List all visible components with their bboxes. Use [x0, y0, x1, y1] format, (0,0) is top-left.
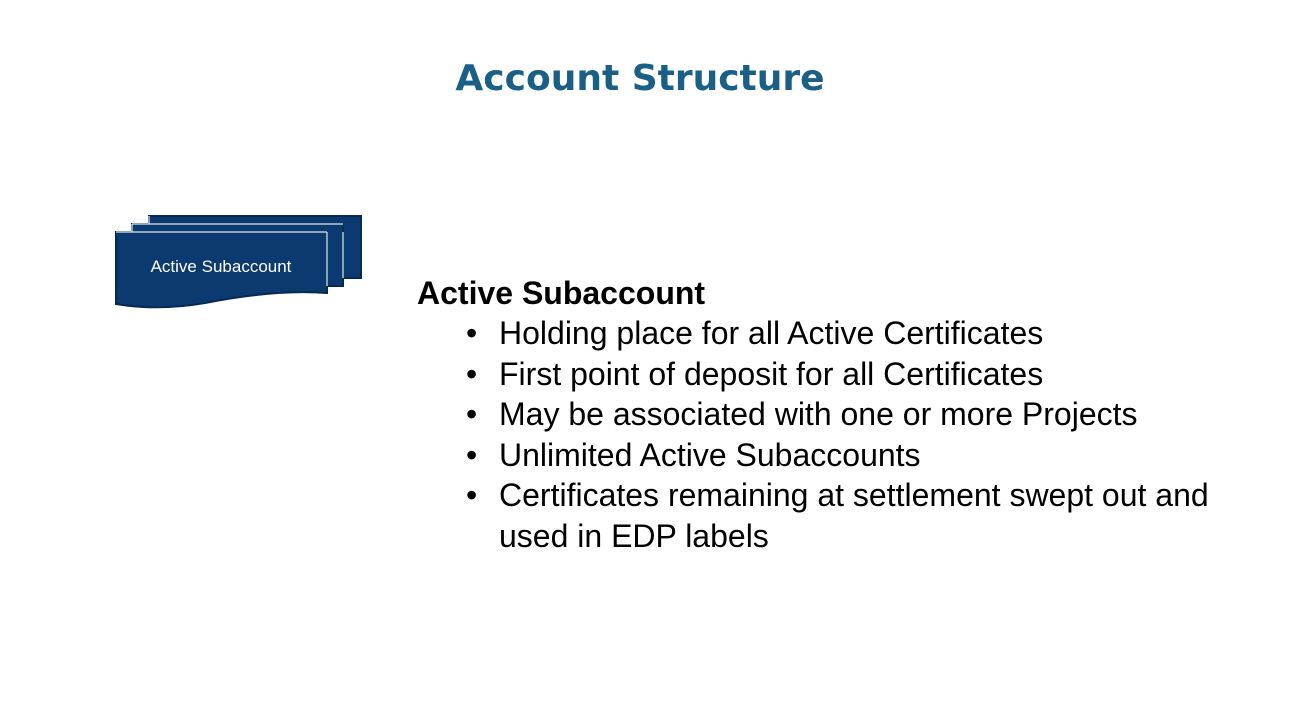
content-heading: Active Subaccount: [417, 275, 706, 311]
bullet-item: [417, 394, 1237, 435]
slide-title: Account Structure: [455, 58, 825, 99]
bullet-item: [417, 313, 1237, 354]
bullet-glyph: •: [466, 396, 478, 432]
bullet-glyph: •: [466, 315, 478, 351]
multidocument-label: Active Subaccount: [150, 257, 292, 276]
bullet-item: [417, 354, 1237, 395]
bullet-text: May be associated with one or more Projects: [499, 396, 1138, 432]
bullet-text: First point of deposit for all Certificates: [499, 355, 1044, 392]
bullet-text: Holding place for all Active Certificates: [499, 315, 1044, 351]
bullet-item: [417, 435, 1237, 476]
bullet-glyph: •: [466, 436, 478, 473]
bullet-text: Unlimited Active Subaccounts: [499, 436, 921, 473]
content-block: [417, 273, 1237, 556]
multidocument-shape: [110, 210, 370, 320]
bullet-text: Certificates remaining at settlement swept out and used in EDP labels: [499, 477, 1209, 554]
bullet-list: [417, 313, 1237, 556]
bullet-item: [417, 475, 1237, 556]
bullet-glyph: •: [466, 477, 478, 513]
bullet-glyph: •: [466, 355, 478, 392]
